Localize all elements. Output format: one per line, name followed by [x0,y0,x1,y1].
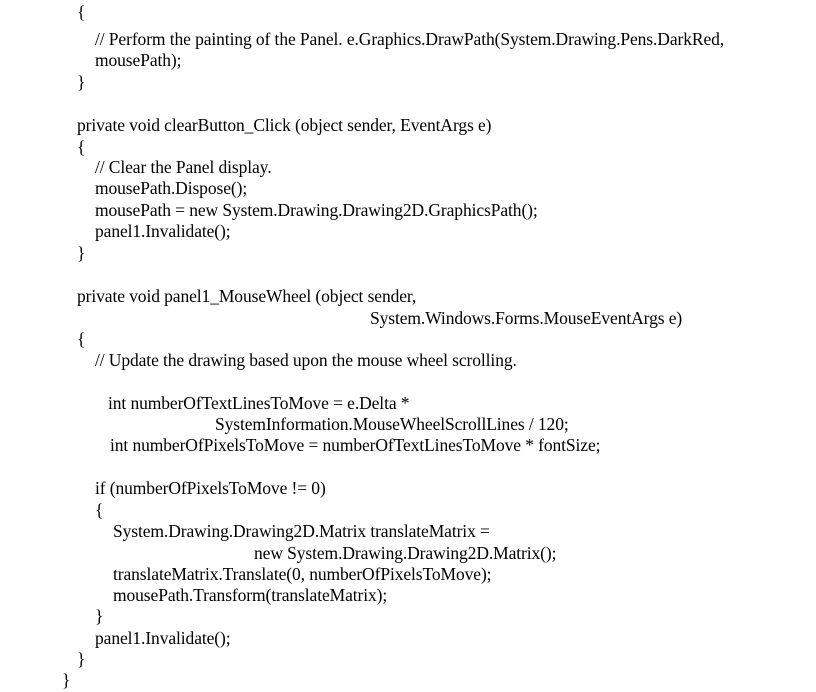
code-line: int numberOfPixelsToMove = numberOfTextLinesToMove * fontSize; [110,435,601,455]
code-line: { [77,329,86,349]
code-line: } [95,606,104,626]
code-line: new System.Drawing.Drawing2D.Matrix(); [254,543,557,563]
code-line: System.Windows.Forms.MouseEventArgs e) [370,308,683,328]
code-line: { [77,2,86,22]
code-line: // Perform the painting of the Panel. e.Graphics.DrawPath(System.Drawing.Pens.DarkRed, [95,29,725,49]
code-line: SystemInformation.MouseWheelScrollLines / 120; [215,414,569,434]
code-line: // Clear the Panel display. [95,157,272,177]
code-line: panel1.Invalidate(); [95,221,231,241]
code-line: System.Drawing.Drawing2D.Matrix translateMatrix = [113,521,490,541]
code-line: { [95,500,104,520]
code-line: { [77,137,86,157]
code-line: if (numberOfPixelsToMove != 0) [95,478,326,498]
code-line: private void clearButton_Click (object sender, EventArgs e) [77,115,492,135]
code-line: mousePath.Dispose(); [95,178,248,198]
code-line: } [77,649,86,669]
code-line: translateMatrix.Translate(0, numberOfPixelsToMove); [113,564,492,584]
code-line: panel1.Invalidate(); [95,628,231,648]
code-line: } [77,72,86,92]
code-line: } [77,243,86,263]
code-line: mousePath = new System.Drawing.Drawing2D.GraphicsPath(); [95,200,538,220]
code-line: } [62,670,71,690]
code-line: // Update the drawing based upon the mouse wheel scrolling. [95,350,517,370]
code-line: private void panel1_MouseWheel (object sender, [77,286,417,306]
code-line: mousePath.Transform(translateMatrix); [113,585,388,605]
code-line: mousePath); [95,50,182,70]
code-line: int numberOfTextLinesToMove = e.Delta * [108,393,410,413]
